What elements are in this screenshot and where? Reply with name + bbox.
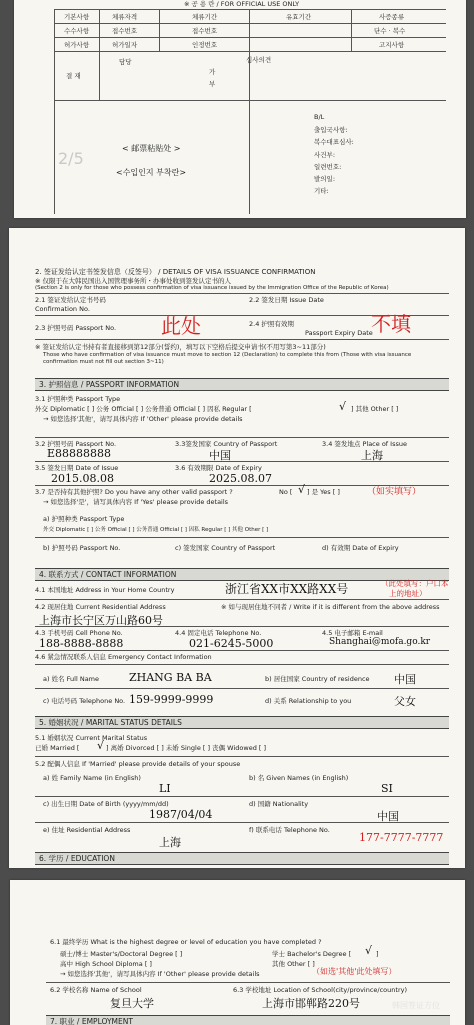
section-5-header: 5. 婚姻状况 / MARITAL STATUS DETAILS: [35, 716, 449, 729]
divider: [35, 650, 449, 651]
field-label: 2.1 签证发给认定书号码: [35, 296, 106, 304]
label: 부: [209, 80, 216, 88]
passport-type-other: ] 其他 Other [ ]: [351, 405, 399, 413]
divider: [35, 339, 449, 340]
emergency-tel-value: 159-9999-9999: [129, 693, 214, 706]
home-address-value: 浙江省XX市XX路XX号: [225, 582, 349, 596]
spouse-dob-value: 1987/04/04: [149, 808, 213, 821]
divider: [35, 461, 449, 462]
field-label: 3.4 签发地点 Place of Issue: [322, 440, 407, 448]
table-cell: 허가일자: [112, 41, 138, 49]
spouse-nationality-value: 中国: [377, 810, 399, 823]
divider: [35, 756, 449, 757]
handwritten-note: 不填: [371, 312, 411, 336]
table-cell: 수수사항: [64, 27, 90, 35]
label: 가: [209, 68, 216, 76]
current-address-value: 上海市长宁区万山路60号: [39, 614, 163, 627]
field-label: b) 名 Given Names (in English): [249, 774, 349, 782]
label: 심사의견: [246, 56, 272, 64]
table-cell: 단수 · 복수: [374, 27, 406, 35]
field-label: 3.6 有效期限 Date of Expiry: [175, 464, 262, 472]
field-label: 4.5 电子邮箱 E-mail: [322, 629, 383, 637]
divider: [35, 796, 449, 797]
divider: [249, 9, 250, 214]
label: 담당: [119, 58, 132, 66]
divider: [35, 599, 449, 600]
spouse-address-value: 上海: [159, 836, 181, 849]
field-label: d) 关系 Relationship to you: [265, 697, 352, 705]
watermark: 韩国签证方位: [392, 1001, 440, 1010]
section-2-title: 2. 签证发给认定书签发信息（反签号） / DETAILS OF VISA ISSUANCE CONFIRMATION: [35, 268, 316, 276]
field-label: e) 住址 Residential Address: [43, 826, 131, 834]
place-of-issue-value: 上海: [361, 449, 383, 462]
field-label: 6.2 学校名称 Name of School: [50, 986, 142, 994]
decision-label: 결 재: [66, 72, 81, 80]
field-label: c) 出生日期 Date of Birth (yyyy/mm/dd): [43, 800, 169, 808]
checkmark: √: [298, 483, 306, 496]
field-label: 3.1 护照种类 Passport Type: [35, 395, 121, 403]
divider: [54, 37, 446, 38]
field-label: f) 联系电话 Telephone No.: [249, 826, 330, 834]
handwritten-note: （如实填写）: [367, 487, 422, 497]
section-2-footnote-en: Those who have confirmation of visa issuance must move to section 12 (Declaration) to complete this from (Those with visa issuance confirmation must not fill out section 3~11): [43, 352, 412, 365]
right-field: 발의일:: [314, 175, 336, 183]
stamp-label-kr: <수입인지 부착란>: [116, 168, 187, 177]
section-7-header: 7. 职业 / EMPLOYMENT: [46, 1015, 450, 1025]
master-option: 硕士/博士 Master's/Doctoral Degree [ ]: [60, 950, 183, 958]
section-2-footnote: ※ 签证发给认定书持有者直接移到第12部分(誓约)，填写以下空格后提交申请书(不用写第3~11部分): [35, 343, 326, 351]
field-label: 3.5 签发日期 Date of Issue: [35, 464, 119, 472]
field-label: Passport Expiry Date: [305, 329, 373, 337]
page-marker: 2/5: [58, 149, 84, 168]
checkmark: √: [365, 944, 373, 957]
telephone-value: 021-6245-5000: [189, 637, 274, 650]
field-note: → 如您选择'其他'，请写具体内容 If 'Other' please provide details: [60, 970, 260, 978]
field-label: 6.1 最终学历 What is the highest degree or level of education you have completed ?: [50, 938, 322, 946]
passport-type-options: 外交 Diplomatic [ ] 公务 Official [ ] 公务普通 Official [ ] 因私 Regular [: [35, 405, 252, 413]
spouse-family-name-value: LI: [159, 782, 171, 795]
relationship-value: 父女: [394, 695, 416, 708]
field-label: 3.7 是否持有其他护照? Do you have any other valid passport ?: [35, 488, 233, 496]
field-label: 4.1 本国地址 Address in Your Home Country: [35, 586, 175, 594]
divider: [54, 51, 446, 52]
school-address-value: 上海市邯郸路220号: [262, 997, 360, 1010]
field-label: a) 护照种类 Passport Type: [43, 515, 125, 523]
field-label: 2.2 签发日期 Issue Date: [249, 296, 324, 304]
passport-type-options: 外交 Diplomatic [ ] 公务 Official [ ] 公务普通 Official [ ] 因私 Regular [ ] 其他 Other [ ]: [43, 527, 269, 533]
divider: [54, 23, 446, 24]
right-field: 일련번호:: [314, 163, 342, 171]
table-cell: 기본사항: [64, 13, 90, 21]
married-option: 已婚 Married [: [35, 744, 80, 752]
divider: [35, 688, 449, 689]
country-value: 中国: [209, 449, 231, 462]
field-label: c) 电话号码 Telephone No.: [43, 697, 126, 705]
divider: [35, 626, 449, 627]
divider: [35, 537, 449, 538]
divider: [99, 9, 100, 100]
field-label: d) 有效期 Date of Expiry: [322, 544, 399, 552]
table-cell: 고지사항: [379, 41, 405, 49]
divider: [54, 9, 55, 214]
issue-date-value: 2015.08.08: [51, 472, 114, 485]
field-label: 2.4 护照有效期: [249, 320, 294, 328]
right-field: B/L: [314, 113, 325, 121]
stamp-label-cn: < 邮票粘贴处 >: [122, 144, 181, 153]
divider: [54, 100, 446, 101]
no-option: No [: [279, 488, 293, 496]
section-4-header: 4. 联系方式 / CONTACT INFORMATION: [35, 568, 449, 581]
section-3-header: 3. 护照信息 / PASSPORT INFORMATION: [35, 378, 449, 391]
right-field: 복수대표심사:: [314, 138, 354, 146]
right-field: 사건부:: [314, 151, 336, 159]
form-page-middle: [9, 228, 465, 868]
field-label: 2.3 护照号码 Passport No.: [35, 324, 117, 332]
field-label: 4.3 手机号码 Cell Phone No.: [35, 629, 123, 637]
email-value: Shanghai@mofa.go.kr: [329, 637, 431, 647]
passport-number-value: E88888888: [47, 447, 112, 460]
school-name-value: 复旦大学: [110, 997, 154, 1010]
official-use-header: ※ 공 용 란 / FOR OFFICIAL USE ONLY: [184, 0, 300, 8]
right-field: 출입국사항:: [314, 126, 348, 134]
expiry-date-value: 2025.08.07: [209, 472, 272, 485]
table-cell: 접수번호: [192, 27, 218, 35]
checkmark: √: [97, 739, 105, 752]
field-label: 5.1 婚姻状况 Current Marital Status: [35, 734, 148, 742]
emergency-name-value: ZHANG BA BA: [129, 671, 212, 684]
yes-option: ] 是 Yes [ ]: [307, 488, 340, 496]
table-cell: 체류기간: [192, 13, 218, 21]
handwritten-note: （此处填写：户口本: [381, 579, 449, 588]
field-label: a) 姓 Family Name (in English): [43, 774, 141, 782]
divider: [351, 9, 352, 51]
form-page-top: [14, 0, 466, 218]
field-label: 4.2 现居住地 Current Residential Address: [35, 603, 166, 611]
section-6-header: 6. 学历 / EDUCATION: [35, 852, 449, 865]
handwritten-note: 上的地址）: [389, 589, 427, 598]
field-label: d) 国籍 Nationality: [249, 800, 309, 808]
table-cell: 사증종류: [379, 13, 405, 21]
high-school-option: 高中 High School Diploma [ ]: [60, 960, 152, 968]
checkmark: √: [339, 400, 347, 413]
divider: [35, 437, 449, 438]
field-label: 4.4 固定电话 Telephone No.: [175, 629, 262, 637]
table-cell: 체류자격: [112, 13, 138, 21]
field-label: c) 签发国家 Country of Passport: [175, 544, 276, 552]
field-note: → 如您选择'其他'，请写具体内容 If 'Other' please provide details: [43, 415, 243, 423]
section-2-note-en: (Section 2 is only for those who possess confirmation of visa issuance issued by the Immigration Office of the Republic of Korea): [35, 285, 389, 291]
field-label: 6.3 学校地址 Location of School(city/province/country): [233, 986, 407, 994]
field-note: ※ 如与现居住地不同者 / Write if it is different from the above address: [221, 603, 440, 611]
field-label: 4.6 紧急情况联系人信息 Emergency Contact Information: [35, 653, 212, 661]
field-label: b) 护照号码 Passport No.: [43, 544, 121, 552]
table-cell: 유효기간: [286, 13, 312, 21]
section-2-note: ※ 仅限于在大韩民国出入国管理事务所・办事处收到签发认定书的人: [35, 277, 232, 285]
other-option: 其他 Other [ ]: [272, 960, 315, 968]
divider: [159, 9, 160, 51]
field-label: 5.2 配偶人信息 If 'Married' please provide details of your spouse: [35, 760, 241, 768]
divider: [35, 822, 449, 823]
cell-phone-value: 188-8888-8888: [39, 637, 124, 650]
bracket: ]: [376, 950, 379, 958]
table-cell: 인정번호: [192, 41, 218, 49]
divider: [46, 982, 450, 983]
right-field: 기타:: [314, 187, 329, 195]
divider: [54, 9, 446, 10]
handwritten-note: （如选'其他'此处填写）: [312, 967, 397, 976]
emergency-country-value: 中国: [394, 673, 416, 686]
divider: [35, 664, 449, 665]
bachelor-option: 学士 Bachelor's Degree [: [272, 950, 352, 958]
table-cell: 접수번호: [112, 27, 138, 35]
field-label: b) 居住国家 Country of residence: [265, 675, 370, 683]
field-label: Confirmation No.: [35, 305, 90, 313]
field-label: 3.3签发国家 Country of Passport: [175, 440, 278, 448]
spouse-given-name-value: SI: [381, 782, 393, 795]
handwritten-note: 此处: [161, 314, 201, 338]
field-label: a) 姓名 Full Name: [43, 675, 100, 683]
divider: [35, 293, 449, 294]
field-note: → 如您选择'是'，请写具体内容 If 'Yes' please provide details: [43, 498, 229, 506]
table-cell: 허가사항: [64, 41, 90, 49]
marital-options: ] 离婚 Divorced [ ] 未婚 Single [ ] 丧偶 Widowed [ ]: [106, 744, 267, 752]
field-label: 3.2 护照号码 Passport No.: [35, 440, 117, 448]
spouse-telephone-value: 177-7777-7777: [359, 831, 444, 844]
